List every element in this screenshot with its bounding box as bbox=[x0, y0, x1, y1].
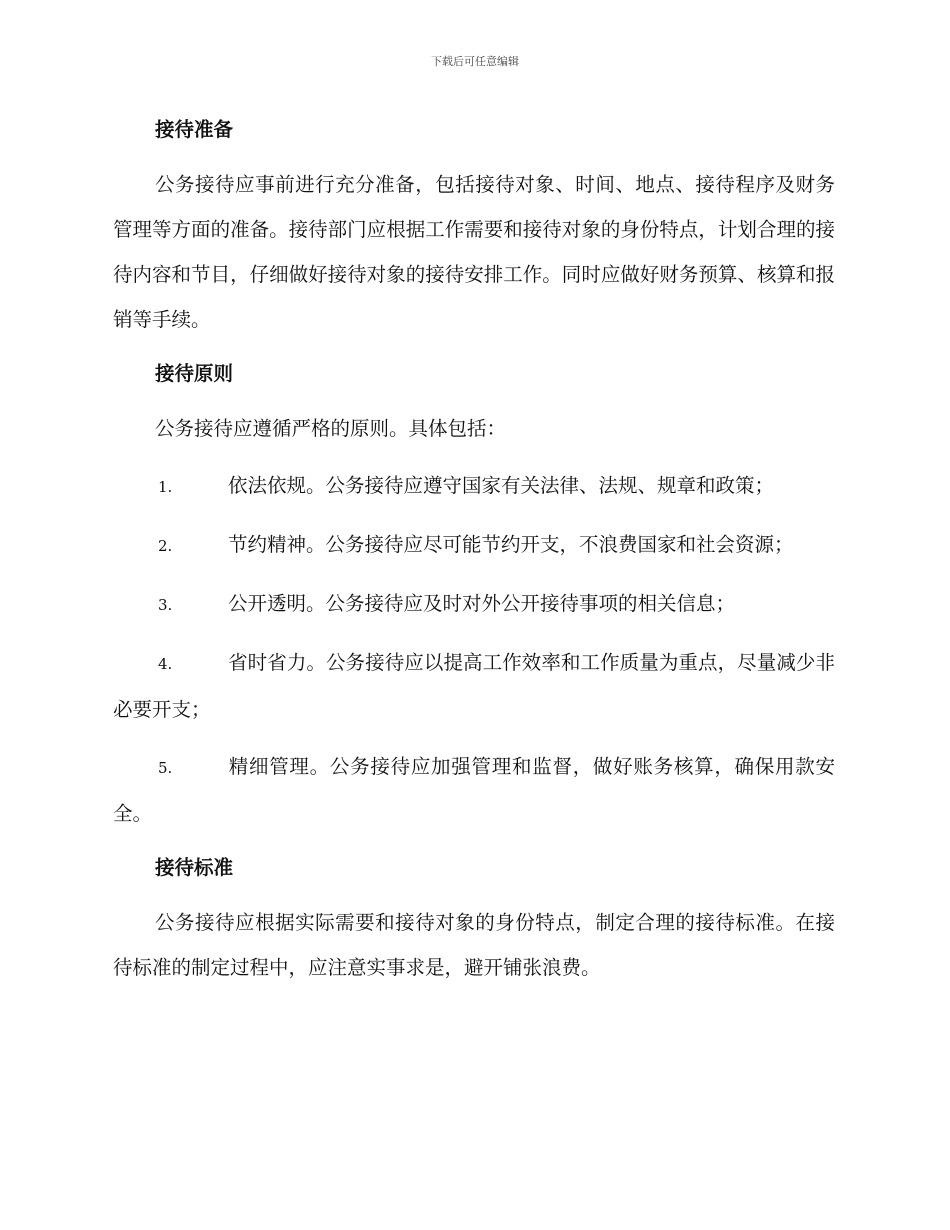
list-item bbox=[113, 581, 835, 628]
list-item bbox=[113, 640, 835, 732]
list-item-number: 5. bbox=[158, 759, 173, 777]
list-item-number: 2. bbox=[158, 537, 173, 555]
document-body bbox=[113, 110, 835, 1002]
section-heading-preparation: 接待准备 bbox=[155, 118, 234, 141]
list-item bbox=[113, 463, 835, 510]
list-item-number: 3. bbox=[158, 596, 173, 614]
list-item-number: 1. bbox=[158, 478, 173, 496]
list-item-text: 公开透明。公务接待应及时对外公开接待事项的相关信息； bbox=[228, 592, 736, 615]
section-paragraph-standards: 公务接待应根据实际需要和接待对象的身份特点，制定合理的接待标准。在接待标准的制定过程中，应注意实事求是，避开铺张浪费。 bbox=[113, 911, 835, 979]
list-item bbox=[113, 744, 835, 836]
list-item-text: 省时省力。公务接待应以提高工作效率和工作质量为重点，尽量减少非必要开支； bbox=[113, 651, 835, 721]
list-item-number: 4. bbox=[158, 655, 173, 673]
section-paragraph-principles: 公务接待应遵循严格的原则。具体包括： bbox=[155, 417, 507, 440]
list-item-text: 精细管理。公务接待应加强管理和监督，做好账务核算，确保用款安全。 bbox=[113, 755, 835, 825]
section-heading-standards: 接待标准 bbox=[155, 856, 234, 879]
section-heading-principles: 接待原则 bbox=[155, 362, 234, 385]
list-item-text: 节约精神。公务接待应尽可能节约开支，不浪费国家和社会资源； bbox=[228, 533, 794, 556]
list-item bbox=[113, 522, 835, 569]
section-paragraph-preparation: 公务接待应事前进行充分准备，包括接待对象、时间、地点、接待程序及财务管理等方面的准备。接待部门应根据工作需要和接待对象的身份特点，计划合理的接待内容和节目，仔细做好接待对象的接待安排工作。同时应做好财务预算、核算和报销等手续。 bbox=[113, 173, 835, 331]
list-item-text: 依法依规。公务接待应遵守国家有关法律、法规、规章和政策； bbox=[228, 474, 775, 497]
page-header: 下载后可任意编辑 bbox=[431, 55, 519, 68]
